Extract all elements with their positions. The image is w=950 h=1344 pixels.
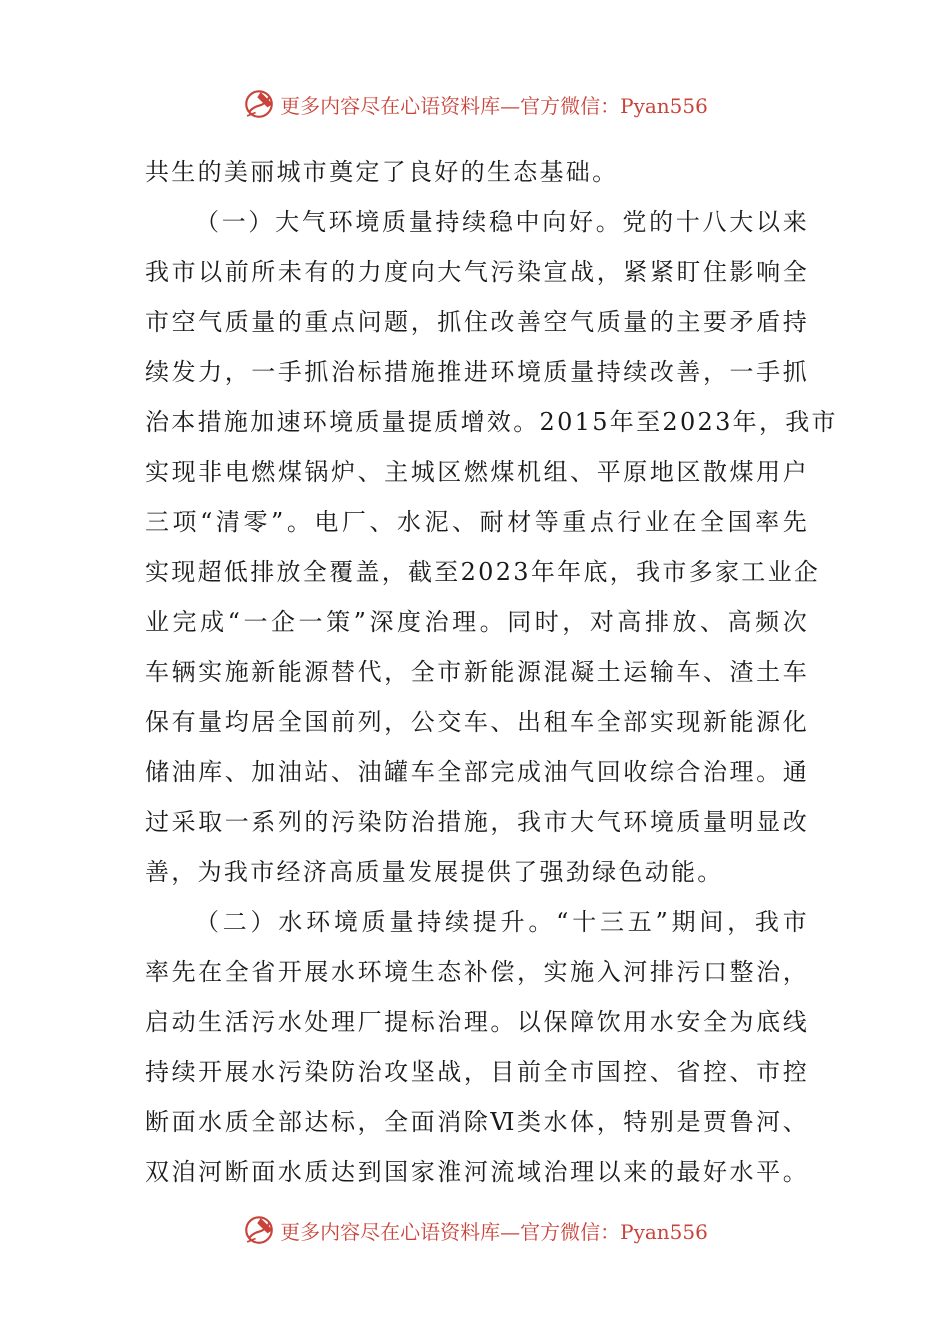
- watermark-text: 更多内容尽在心语资料库—官方微信：Pyan556: [280, 93, 708, 118]
- paragraph-line: 我市以前所未有的力度向大气污染宣战，紧紧盯住影响全: [145, 258, 809, 286]
- paragraph-line: 治本措施加速环境质量提质增效。2015年至2023年，我市: [145, 408, 838, 436]
- paragraph-line: 持续开展水污染防治攻坚战，目前全市国控、省控、市控: [145, 1058, 809, 1086]
- pen-logo-icon: [242, 87, 276, 121]
- paragraph-line: 断面水质全部达标，全面消除Ⅵ类水体，特别是贾鲁河、: [145, 1108, 809, 1136]
- paragraph-line: （一）大气环境质量持续稳中向好。党的十八大以来: [195, 208, 809, 236]
- paragraph-line: （二）水环境质量持续提升。“十三五”期间，我市: [195, 908, 809, 936]
- paragraph-line: 续发力，一手抓治标措施推进环境质量持续改善，一手抓: [145, 358, 809, 386]
- document-body: [145, 147, 838, 1197]
- watermark-text: 更多内容尽在心语资料库—官方微信：Pyan556: [280, 1219, 708, 1244]
- pen-logo-icon: [242, 1213, 276, 1247]
- paragraph-line: 双洎河断面水质达到国家淮河流域治理以来的最好水平。: [145, 1158, 809, 1186]
- paragraph-line: 市空气质量的重点问题，抓住改善空气质量的主要矛盾持: [145, 308, 809, 336]
- paragraph-line: 实现超低排放全覆盖，截至2023年年底，我市多家工业企: [145, 558, 821, 586]
- paragraph-line: 共生的美丽城市奠定了良好的生态基础。: [145, 158, 619, 186]
- paragraph-line: 三项“清零”。电厂、水泥、耐材等重点行业在全国率先: [145, 508, 809, 536]
- paragraph-line: 储油库、加油站、油罐车全部完成油气回收综合治理。通: [145, 758, 809, 786]
- paragraph-line: 率先在全省开展水环境生态补偿，实施入河排污口整治，: [145, 958, 809, 986]
- header-watermark: [0, 84, 950, 124]
- paragraph-line: 车辆实施新能源替代，全市新能源混凝土运输车、渣土车: [145, 658, 809, 686]
- footer-watermark: [0, 1210, 950, 1250]
- paragraph-line: 过采取一系列的污染防治措施，我市大气环境质量明显改: [145, 808, 809, 836]
- paragraph-line: 实现非电燃煤锅炉、主城区燃煤机组、平原地区散煤用户: [145, 458, 809, 486]
- paragraph-line: 启动生活污水处理厂提标治理。以保障饮用水安全为底线: [145, 1008, 809, 1036]
- paragraph-line: 保有量均居全国前列，公交车、出租车全部实现新能源化: [145, 708, 809, 736]
- paragraph-line: 善，为我市经济高质量发展提供了强劲绿色动能。: [145, 858, 724, 886]
- paragraph-line: 业完成“一企一策”深度治理。同时，对高排放、高频次: [145, 608, 809, 636]
